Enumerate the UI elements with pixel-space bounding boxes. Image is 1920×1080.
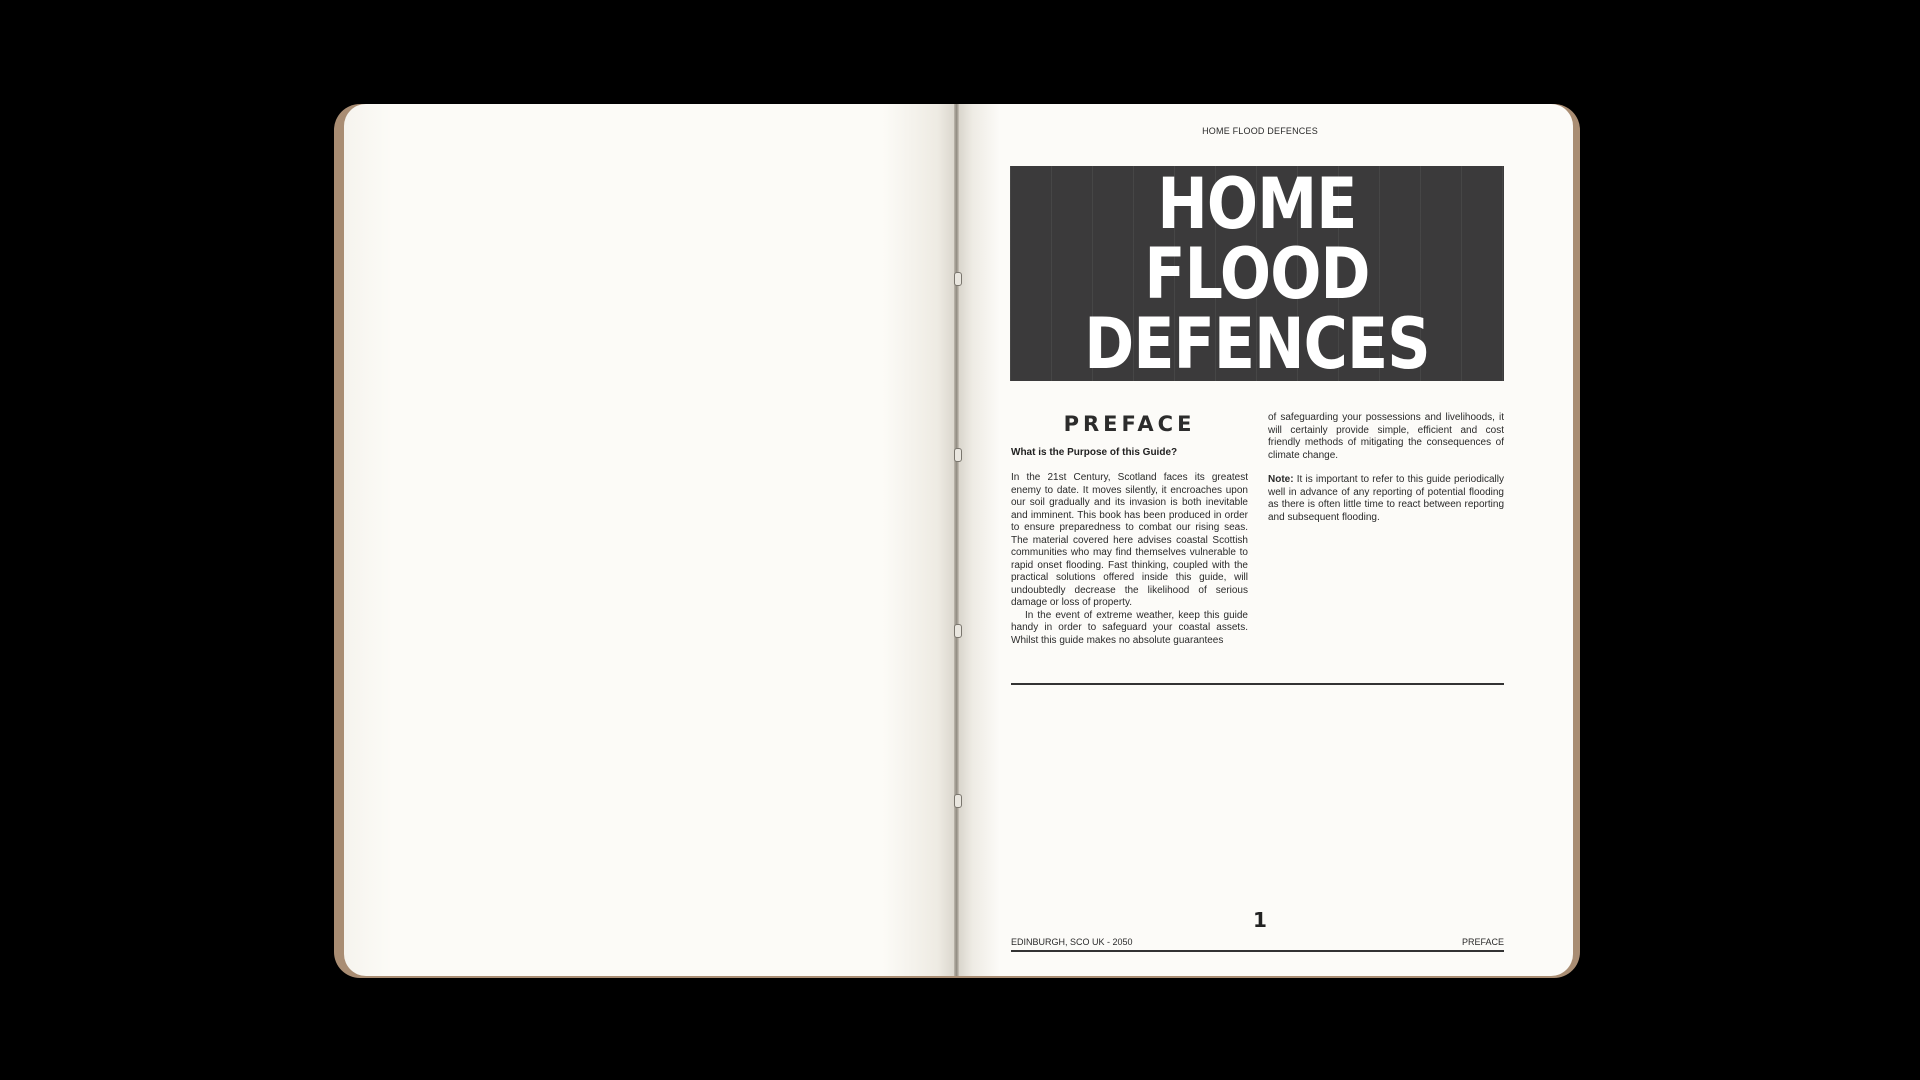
booklet-title [1045,162,1470,385]
staple-hole [954,448,962,462]
body-paragraph-1: In the 21st Century, Scotland faces its greatest enemy to date. It moves silently, it encroaches upon our soil gradually and its invasion is both inevitable and imminent. This book has been produced in order to ensure preparedness to combat our rising seas. The material covered here advises coastal Scottish communities who may find themselves vulnerable to rapid onset flooding. Fast thinking, coupled with the practical solutions offered inside this guide, will undoubtedly decrease the likelihood of serious damage or loss of property. [1011,472,1248,608]
note-text: It is important to refer to this guide periodically well in advance of any reporting of potential flooding as there is often little time to react between reporting and subsequent flooding. [1268,474,1504,523]
footer-location: EDINBURGH, SCO UK - 2050 [1011,937,1133,947]
footer-section: PREFACE [1461,937,1504,947]
section-subheading: What is the Purpose of this Guide? [1011,447,1178,458]
left-page [344,104,956,976]
body-paragraph-2: In the event of extreme weather, keep this guide handy in order to safeguard your coastal assets. Whilst this guide makes no absolute guarantees [1011,609,1248,646]
note-paragraph [1268,474,1504,524]
title-line-2: DEFENCES [1084,302,1430,385]
booklet-spine [954,104,959,976]
text-column-right [1268,412,1504,524]
staple-hole [954,794,962,808]
page-number: 1 [1253,908,1267,932]
staple-hole [954,624,962,638]
section-heading: PREFACE [1063,412,1196,436]
staple-hole [954,272,962,286]
title-line-1: HOME FLOOD [1144,162,1370,315]
text-column-left [1011,412,1248,647]
section-divider [1011,683,1504,685]
title-banner [1010,162,1504,385]
running-header: HOME FLOOD DEFENCES [1202,126,1318,136]
footer-rule [1011,950,1504,952]
note-label: Note: [1268,474,1294,485]
body-paragraph-3: of safeguarding your possessions and livelihoods, it will certainly provide simple, efficient and cost friendly methods of mitigating the consequences of climate change. [1268,412,1504,461]
